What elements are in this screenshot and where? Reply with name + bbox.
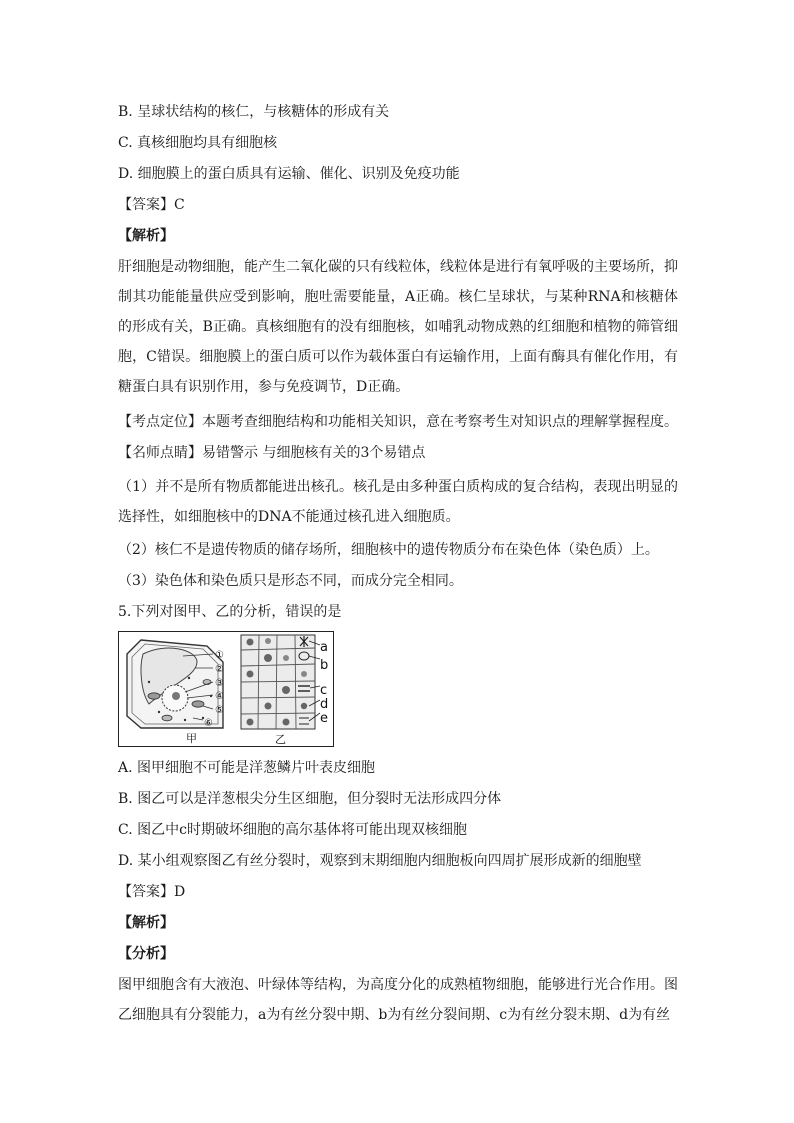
q4-mingshi: 【名师点睛】易错警示 与细胞核有关的3个易错点 [118, 445, 426, 461]
q5-option-c: C. 图乙中c时期破坏细胞的高尔基体将可能出现双核细胞 [118, 822, 467, 838]
cell-diagram [119, 632, 333, 746]
q5-analysis-label: 【解析】 [118, 915, 174, 931]
q4-option-b: B. 呈球状结构的核仁，与核糖体的形成有关 [118, 104, 390, 120]
jia-label: 甲 [186, 732, 197, 745]
q4-kaodian: 【考点定位】本题考查细胞结构和功能相关知识，意在考察考生对知识点的理解掌握程度。 [118, 414, 678, 430]
jia-marker-5: ⑤ [215, 705, 224, 716]
yi-marker-b: b [320, 658, 329, 673]
q5-fenxi-label: 【分析】 [118, 946, 174, 962]
jia-marker-2: ② [215, 664, 224, 675]
yi-marker-e: e [320, 711, 328, 726]
q5-figure [118, 631, 334, 747]
q5-stem: 5.下列对图甲、乙的分析，错误的是 [118, 604, 342, 620]
q4-option-c: C. 真核细胞均具有细胞核 [118, 135, 278, 151]
plant-cell-jia [127, 640, 223, 728]
jia-marker-3: ③ [215, 678, 224, 689]
q5-fenxi-text: 图甲细胞含有大液泡、叶绿体等结构，为高度分化的成熟植物细胞，能够进行光合作用。图乙细胞具有分裂能力，a为有丝分裂中期、b为有丝分裂间期、c为有丝分裂末期、d为有丝 [118, 977, 678, 1023]
q5-option-d: D. 某小组观察图乙有丝分裂时，观察到末期细胞内细胞板向四周扩展形成新的细胞壁 [118, 853, 642, 869]
q4-point-2: （2）核仁不是遗传物质的储存场所，细胞核中的遗传物质分布在染色体（染色质）上。 [118, 542, 659, 558]
q4-point-3: （3）染色体和染色质只是形态不同，而成分完全相同。 [118, 573, 463, 589]
q5-option-a: A. 图甲细胞不可能是洋葱鳞片叶表皮细胞 [118, 760, 376, 776]
q4-analysis-label: 【解析】 [118, 228, 174, 244]
jia-marker-1: ① [215, 650, 224, 661]
yi-label: 乙 [275, 733, 286, 746]
yi-marker-c: c [320, 683, 328, 698]
q4-analysis-text: 肝细胞是动物细胞，能产生二氧化碳的只有线粒体，线粒体是进行有氧呼吸的主要场所，抑制其功能能量供应受到影响，胞吐需要能量，A正确。核仁呈球状，与某种RNA和核糖体的形成有关，B正确。真核细胞有的没有细胞核，如哺乳动物成熟的红细胞和植物的筛管细胞，C错误。细胞膜上的蛋白质可以作为载体蛋白有运输作用，上面有酶具有催化作用，有糖蛋白具有识别作用，参与免疫调节，D正确。 [118, 259, 678, 395]
q5-option-b: B. 图乙可以是洋葱根尖分生区细胞，但分裂时无法形成四分体 [118, 791, 502, 807]
yi-marker-d: d [320, 697, 329, 712]
q4-answer: 【答案】C [118, 197, 185, 213]
q4-option-d: D. 细胞膜上的蛋白质具有运输、催化、识别及免疫功能 [118, 166, 460, 182]
jia-marker-6: ⑥ [204, 718, 213, 729]
root-tip-cells-yi [241, 635, 320, 729]
q5-answer: 【答案】D [118, 884, 186, 900]
q4-point-1: （1）并不是所有物质都能进出核孔。核孔是由多种蛋白质构成的复合结构，表现出明显的选择性，如细胞核中的DNA不能通过核孔进入细胞质。 [118, 479, 678, 525]
jia-marker-4: ④ [215, 691, 224, 702]
yi-marker-a: a [320, 640, 328, 655]
